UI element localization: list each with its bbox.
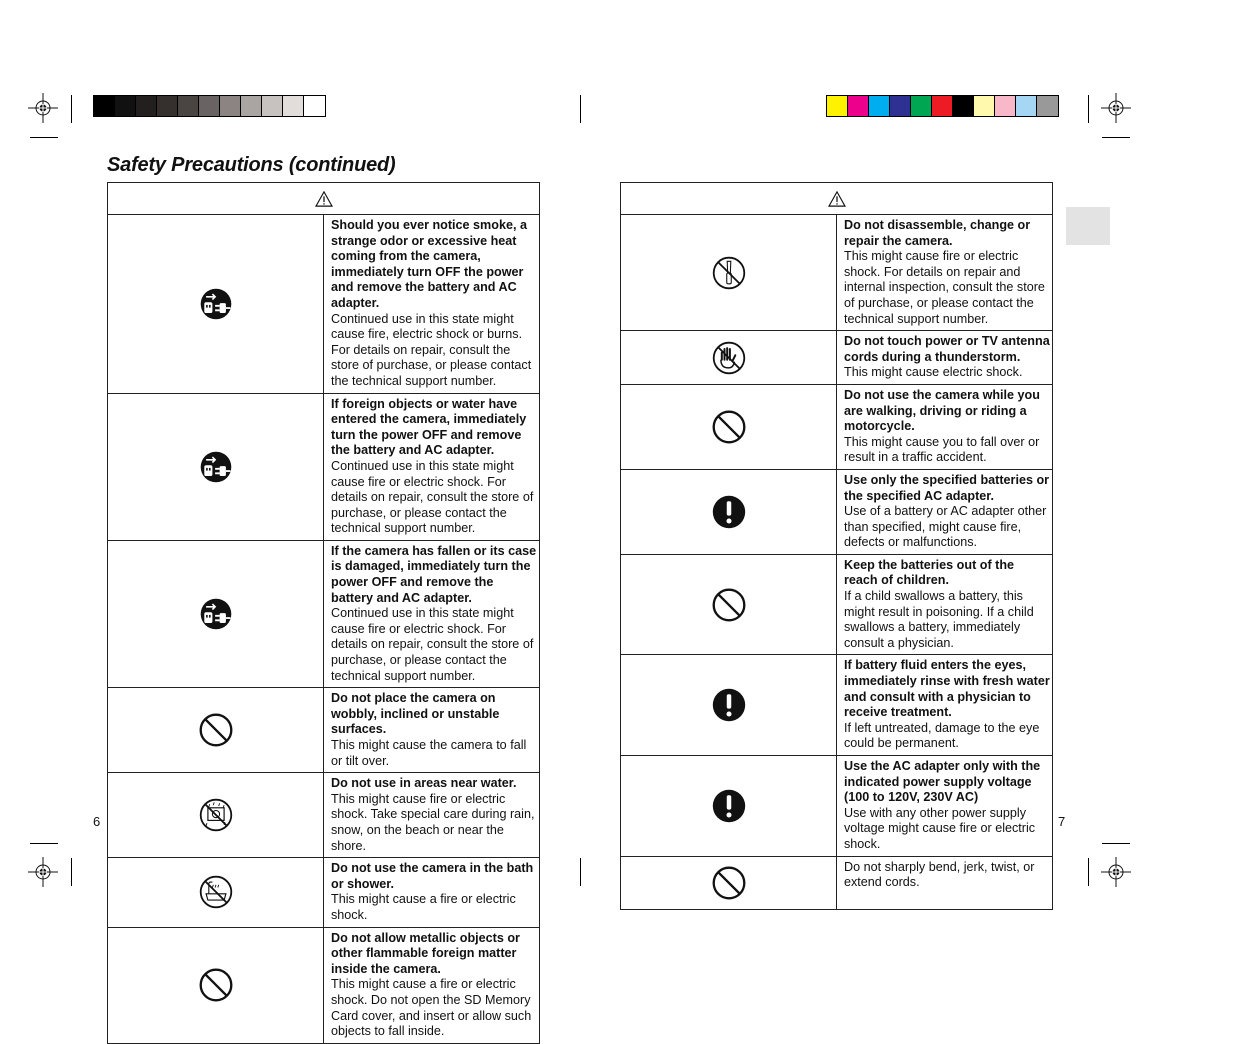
precaution-text-cell (324, 688, 540, 773)
precaution-text-cell (837, 856, 1053, 909)
precaution-row (108, 858, 540, 927)
color-swatch (115, 96, 136, 116)
precaution-row (621, 215, 1053, 331)
precaution-row (108, 688, 540, 773)
mandatory-icon (711, 788, 747, 824)
precaution-icon-cell (108, 215, 324, 394)
right-precautions-table (620, 182, 1053, 910)
prohibited-icon (198, 712, 234, 748)
registration-mark-bottom-left (28, 857, 58, 887)
crop-mark (30, 137, 58, 138)
precaution-description: This might cause electric shock. (844, 365, 1023, 380)
precaution-row (621, 331, 1053, 385)
precaution-row (621, 856, 1053, 909)
precaution-text-cell (324, 215, 540, 394)
precaution-heading: Do not allow metallic objects or other flammable foreign matter inside the camera. (331, 930, 520, 976)
warning-triangle-icon (828, 191, 846, 207)
precaution-row (108, 393, 540, 540)
unplug-icon (198, 596, 234, 632)
precaution-heading: Do not use the camera while you are walking, driving or riding a motorcycle. (844, 387, 1040, 434)
precaution-heading: Do not use the camera in the bath or shower. (331, 861, 534, 891)
precaution-heading: Use the AC adapter only with the indicated power supply voltage (100 to 120V, 230V AC) (844, 759, 1041, 805)
crop-mark (71, 858, 72, 886)
precaution-description: Continued use in this state might cause fire, electric shock or burns. For details on repair, consult the store of purchase, or please contact the technical support number. (331, 311, 532, 388)
crop-mark (1088, 858, 1089, 886)
precaution-row (108, 215, 540, 394)
color-swatch (848, 96, 869, 116)
precaution-icon-cell (621, 856, 837, 909)
precaution-text-cell (837, 384, 1053, 469)
no-water-icon (198, 797, 234, 833)
color-swatch (178, 96, 199, 116)
crop-mark (1102, 137, 1130, 138)
precaution-row (621, 384, 1053, 469)
registration-mark-top-left (28, 93, 58, 123)
color-swatch (220, 96, 241, 116)
precaution-icon-cell (108, 773, 324, 858)
precaution-description: Use of a battery or AC adapter other than specified, might cause fire, defects or malfunctions. (844, 504, 1047, 550)
precaution-description: Do not sharply bend, jerk, twist, or extend cords. (844, 859, 1035, 890)
precaution-text-cell (837, 554, 1053, 655)
color-swatch (94, 96, 115, 116)
precaution-row (621, 554, 1053, 655)
precaution-icon-cell (621, 469, 837, 554)
precaution-description: Continued use in this state might cause fire or electric shock. For details on repair, consult the store of purchase, or please contact the technical support number. (331, 606, 534, 683)
color-swatch (304, 96, 325, 116)
no-disassemble-icon (711, 255, 747, 291)
precaution-description: Continued use in this state might cause fire or electric shock. For details on repair, consult the store of purchase, or please contact the technical support number. (331, 458, 534, 536)
precaution-icon-cell (108, 927, 324, 1043)
warning-triangle-icon (315, 191, 333, 207)
precaution-icon-cell (621, 655, 837, 756)
color-swatch (1037, 96, 1058, 116)
precaution-row (621, 469, 1053, 554)
precaution-description: Use with any other power supply voltage might cause fire or electric shock. (844, 805, 1036, 851)
precaution-heading: If the camera has fallen or its case is damaged, immediately turn the power OFF and remove the battery and AC adapter. (331, 543, 537, 605)
precaution-text-cell (324, 927, 540, 1043)
precaution-description: This might cause the camera to fall or tilt over. (331, 738, 527, 768)
precaution-description: This might cause a fire or electric shock. Do not open the SD Memory Card cover, and insert or allow such objects to fall inside. (331, 977, 532, 1039)
precaution-icon-cell (108, 540, 324, 687)
color-swatch (953, 96, 974, 116)
precaution-icon-cell (621, 554, 837, 655)
precaution-heading: Keep the batteries out of the reach of children. (844, 557, 1015, 588)
color-swatch (974, 96, 995, 116)
precaution-text-cell (837, 756, 1053, 857)
crop-mark (71, 95, 72, 123)
precaution-description: If a child swallows a battery, this might result in poisoning. If a child swallows a battery, immediately consult a physician. (844, 589, 1034, 650)
crop-mark (1088, 95, 1089, 123)
precaution-icon-cell (108, 858, 324, 927)
section-thumb-tab (1066, 207, 1110, 245)
crop-mark (30, 843, 58, 844)
precaution-text-cell (324, 540, 540, 687)
precaution-description: If left untreated, damage to the eye could be permanent. (844, 720, 1040, 751)
mandatory-icon (711, 494, 747, 530)
precaution-icon-cell (621, 384, 837, 469)
precaution-heading: Should you ever notice smoke, a strange odor or excessive heat coming from the camera, immediately turn OFF the power and remove the battery and AC adapter. (331, 218, 527, 310)
unplug-icon (198, 286, 234, 322)
color-swatch (932, 96, 953, 116)
prohibited-icon (711, 587, 747, 623)
crop-mark (1102, 843, 1130, 844)
color-swatch (995, 96, 1016, 116)
precaution-row (108, 927, 540, 1043)
precaution-icon-cell (621, 215, 837, 331)
color-swatch (157, 96, 178, 116)
precaution-heading: Do not use in areas near water. (331, 776, 517, 791)
precaution-icon-cell (108, 393, 324, 540)
process-color-bar (826, 95, 1059, 117)
precaution-row (108, 540, 540, 687)
precaution-text-cell (837, 469, 1053, 554)
prohibited-icon (711, 409, 747, 445)
page-number-right: 7 (1058, 814, 1066, 829)
page-title: Safety Precautions (continued) (107, 154, 396, 176)
crop-mark (580, 95, 581, 123)
color-swatch (890, 96, 911, 116)
color-swatch (1016, 96, 1037, 116)
precaution-heading: Do not place the camera on wobbly, inclined or unstable surfaces. (331, 691, 500, 737)
precaution-row (621, 655, 1053, 756)
precaution-heading: Use only the specified batteries or the specified AC adapter. (844, 472, 1050, 503)
precaution-icon-cell (621, 756, 837, 857)
precaution-text-cell (324, 773, 540, 858)
color-swatch (911, 96, 932, 116)
precaution-row (621, 756, 1053, 857)
precaution-description: This might cause fire or electric shock. Take special care during rain, snow, on the beach or near the shore. (331, 791, 535, 853)
precaution-heading: If battery fluid enters the eyes, immediately rinse with fresh water and consult with a physician to receive treatment. (844, 658, 1050, 720)
warning-header (108, 183, 540, 215)
unplug-icon (198, 449, 234, 485)
precaution-text-cell (837, 655, 1053, 756)
precaution-description: This might cause you to fall over or result in a traffic accident. (844, 434, 1040, 465)
precaution-description: This might cause fire or electric shock. For details on repair and internal inspection, consult the store of purchase, or please contact the technical support number. (844, 249, 1045, 326)
page-number-left: 6 (93, 814, 101, 829)
precaution-text-cell (324, 858, 540, 927)
registration-mark-bottom-right (1101, 857, 1131, 887)
precaution-text-cell (324, 393, 540, 540)
precaution-text-cell (837, 215, 1053, 331)
left-precautions-table (107, 182, 540, 1044)
color-swatch (827, 96, 848, 116)
precaution-row (108, 773, 540, 858)
precaution-heading: Do not disassemble, change or repair the camera. (844, 218, 1031, 248)
registration-mark-top-right (1101, 93, 1131, 123)
no-touch-icon (711, 340, 747, 376)
mandatory-icon (711, 687, 747, 723)
precaution-icon-cell (108, 688, 324, 773)
color-swatch (262, 96, 283, 116)
color-swatch (199, 96, 220, 116)
prohibited-icon (198, 967, 234, 1003)
precaution-text-cell (837, 331, 1053, 385)
color-swatch (241, 96, 262, 116)
prohibited-icon (711, 865, 747, 901)
color-swatch (283, 96, 304, 116)
grayscale-color-bar (93, 95, 326, 117)
precaution-icon-cell (621, 331, 837, 385)
color-swatch (869, 96, 890, 116)
no-bath-icon (198, 874, 234, 910)
precaution-heading: Do not touch power or TV antenna cords during a thunderstorm. (844, 334, 1050, 364)
precaution-heading: If foreign objects or water have entered the camera, immediately turn the power OFF and remove the battery and AC adapter. (331, 396, 527, 458)
warning-header (621, 183, 1053, 215)
crop-mark (580, 858, 581, 886)
color-swatch (136, 96, 157, 116)
precaution-description: This might cause a fire or electric shock. (331, 892, 516, 922)
